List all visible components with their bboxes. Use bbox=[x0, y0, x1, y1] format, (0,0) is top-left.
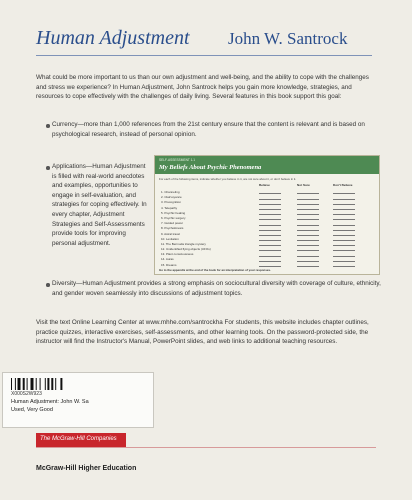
title-divider bbox=[36, 55, 372, 56]
answer-blank bbox=[297, 199, 319, 200]
answer-blank bbox=[259, 256, 281, 257]
author-name: John W. Santrock bbox=[228, 29, 348, 48]
answer-blank bbox=[333, 204, 355, 205]
answer-blank bbox=[297, 219, 319, 220]
publisher-divider bbox=[36, 447, 376, 448]
self-assessment-tag: SELF-ASSESSMENT 1.1 bbox=[159, 158, 196, 162]
answer-blank bbox=[297, 250, 319, 251]
answer-blank bbox=[297, 225, 319, 226]
bullet-applications: Applications—Human Adjustment is filled with real-world anecdotes and examples, opportunities to engage in self-evaluation, and strategies for coping effectively. In every chapter, Adjustment Strategies and Self-Assessments provide tools for improving personal adjustment. bbox=[52, 163, 147, 247]
self-assessment-item: 10. Levitation bbox=[161, 236, 179, 241]
answer-blank bbox=[333, 199, 355, 200]
barcode-icon bbox=[11, 378, 71, 390]
column-believe: Believe bbox=[259, 183, 270, 187]
answer-blank bbox=[297, 256, 319, 257]
sticker-title: Human Adjustment: John W. Sa bbox=[11, 399, 89, 405]
column-dont-believe: Don't Believe bbox=[333, 183, 353, 187]
self-assessment-item: 2. Clairvoyance bbox=[161, 195, 182, 200]
answer-blank bbox=[259, 230, 281, 231]
self-assessment-item: 4. Telepathy bbox=[161, 205, 178, 210]
answer-blank bbox=[297, 245, 319, 246]
answer-blank bbox=[259, 245, 281, 246]
online-center-paragraph: Visit the text Online Learning Center at www.mhhe.com/santrockha For students, this website includes chapter outlines, practice quizzes, interactive exercises, self-assessments, and other learning tools. On the password-protected side, the instructor will find the Instructor's Manual, PowerPoint slides, and web links to additional teaching resources. bbox=[36, 319, 369, 346]
answer-blank bbox=[333, 250, 355, 251]
self-assessment-item: 13. Plant consciousness bbox=[161, 252, 194, 257]
answer-blank bbox=[259, 214, 281, 215]
self-assessment-columns bbox=[253, 183, 373, 189]
answer-blank bbox=[333, 266, 355, 267]
answer-blank bbox=[333, 219, 355, 220]
self-assessment-item: 8. Psychokinesis bbox=[161, 226, 184, 231]
answer-blank bbox=[259, 225, 281, 226]
answer-blank bbox=[297, 230, 319, 231]
publisher-name: McGraw-Hill Higher Education bbox=[36, 465, 137, 472]
answer-blank bbox=[297, 214, 319, 215]
bullet-icon bbox=[46, 166, 50, 170]
self-assessment-item: 11. The Bermuda triangle mystery bbox=[161, 241, 206, 246]
answer-blank bbox=[333, 240, 355, 241]
answer-blank bbox=[297, 209, 319, 210]
answer-blank bbox=[297, 235, 319, 236]
answer-blank bbox=[333, 256, 355, 257]
title-row bbox=[36, 27, 396, 51]
intro-paragraph: What could be more important to us than our own adjustment and well-being, and the ability to cope with the challenges and stress we experience? In Human Adjustment, John Santrock helps you gain more knowledge, strategies, and resources to cope effectively with the challenges of daily living. Several features in this book support this goal: bbox=[36, 74, 369, 101]
answer-blank bbox=[297, 266, 319, 267]
answer-blank bbox=[333, 245, 355, 246]
answer-blank bbox=[297, 204, 319, 205]
answer-blank bbox=[333, 261, 355, 262]
answer-blank bbox=[333, 225, 355, 226]
sticker-condition: Used, Very Good bbox=[11, 407, 53, 413]
answer-blank bbox=[333, 235, 355, 236]
sticker-sku: X000S2W923 bbox=[11, 391, 42, 397]
self-assessment-item: 15. Dreams bbox=[161, 262, 177, 267]
bullet-icon bbox=[46, 124, 50, 128]
answer-blank bbox=[297, 240, 319, 241]
self-assessment-list bbox=[161, 190, 375, 268]
answer-blank bbox=[259, 209, 281, 210]
self-assessment-item: 1. Channeling bbox=[161, 190, 180, 194]
answer-blank bbox=[259, 193, 281, 194]
answer-blank bbox=[333, 214, 355, 215]
answer-blank bbox=[259, 261, 281, 262]
answer-blank bbox=[333, 193, 355, 194]
bullet-currency: Currency—more than 1,000 references from the 21st century ensure that the content is relevant and is based on psychological research, instead of personal opinion. bbox=[52, 121, 365, 138]
answer-blank bbox=[259, 204, 281, 205]
self-assessment-item: 12. Unidentified flying objects (UFOs) bbox=[161, 247, 211, 252]
book-title: Human Adjustment bbox=[36, 27, 190, 49]
self-assessment-item: 5. Psychic healing bbox=[161, 210, 186, 215]
self-assessment-image bbox=[154, 155, 380, 275]
bullet-icon bbox=[46, 283, 50, 287]
publisher-band-text: The McGraw-Hill Companies bbox=[40, 436, 117, 442]
self-assessment-item: 3. Precognition bbox=[161, 200, 182, 205]
answer-blank bbox=[259, 235, 281, 236]
answer-blank bbox=[297, 193, 319, 194]
self-assessment-heading: My Beliefs About Psychic Phenomena bbox=[159, 164, 262, 171]
self-assessment-instructions: For each of the following items, indicate whether you believe in it, are not sure about it, or don't believe in it. bbox=[159, 177, 297, 181]
self-assessment-item: 9. Astral travel bbox=[161, 231, 181, 236]
answer-blank bbox=[297, 261, 319, 262]
bullet-diversity: Diversity—Human Adjustment provides a strong emphasis on sociocultural diversity with coverage of culture, ethnicity, and gender woven seamlessly into discussions of adjustment topics. bbox=[52, 280, 381, 297]
answer-blank bbox=[259, 219, 281, 220]
answer-blank bbox=[259, 199, 281, 200]
self-assessment-footer: Go to the appendix at the end of the book for an interpretation of your responses. bbox=[159, 268, 271, 272]
answer-blank bbox=[333, 209, 355, 210]
answer-blank bbox=[333, 230, 355, 231]
column-not-sure: Not Sure bbox=[297, 183, 310, 187]
price-sticker bbox=[2, 372, 154, 428]
self-assessment-item: 7. Guided power bbox=[161, 221, 184, 226]
answer-blank bbox=[259, 250, 281, 251]
self-assessment-item: 14. Auras bbox=[161, 257, 174, 262]
answer-blank bbox=[259, 240, 281, 241]
publisher-band bbox=[36, 433, 126, 447]
answer-blank bbox=[259, 266, 281, 267]
self-assessment-item: 6. Psychic surgery bbox=[161, 215, 186, 220]
